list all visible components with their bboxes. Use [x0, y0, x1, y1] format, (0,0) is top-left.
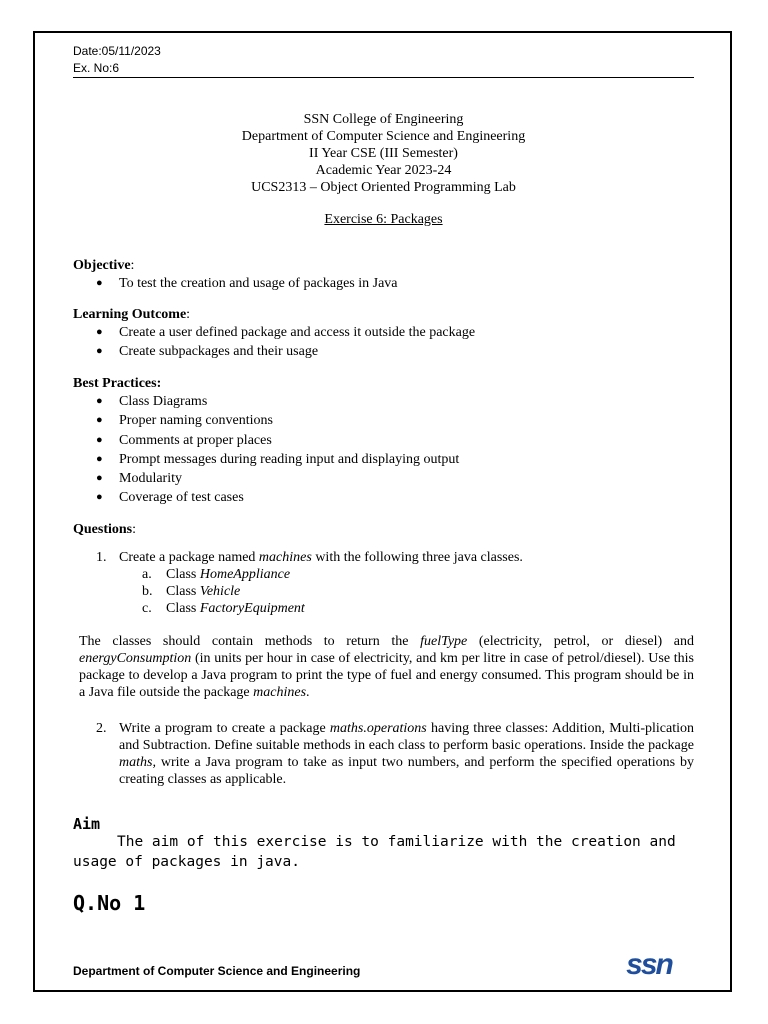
department-name: Department of Computer Science and Engineering: [241, 129, 526, 144]
list-item: ● Coverage of test cases: [96, 488, 459, 507]
list-item: ● Create a user defined package and access it outside the package: [96, 323, 475, 342]
learning-outcome-heading: Learning Outcome:: [73, 307, 191, 322]
question-1-description: The classes should contain methods to return the fuelType (electricity, petrol, or diesel) and energyConsumption (in units per hour in case of electricity, and km per litre in case of petrol/diesel). Use this package to develop a Java program to print the type of fuel and energy consumed. This program should be in a Java file outside the package machines.: [79, 634, 694, 700]
ssn-logo: [617, 949, 681, 979]
list-item: a. Class HomeAppliance: [142, 567, 291, 582]
list-item: ● To test the creation and usage of packages in Java: [96, 274, 398, 293]
questions-heading: Questions:: [73, 522, 137, 537]
aim-heading: Aim: [73, 815, 101, 833]
question-1: 1. Create a package named machines with the following three java classes.: [96, 550, 523, 565]
list-item: c. Class FactoryEquipment: [142, 601, 305, 616]
question-number-heading: Q.No 1: [73, 891, 146, 915]
list-item: ● Prompt messages during reading input and displaying output: [96, 450, 459, 469]
learning-outcome-list: [96, 323, 475, 362]
footer-department: Department of Computer Science and Engineering: [73, 964, 361, 978]
list-item: ● Modularity: [96, 469, 459, 488]
list-item: b. Class Vehicle: [142, 584, 241, 599]
objective-heading: Objective:: [73, 258, 135, 273]
aim-text: The aim of this exercise is to familiarize with the creation and usage of packages in java.: [73, 834, 676, 870]
list-item: ● Comments at proper places: [96, 431, 459, 450]
date-label: Date:05/11/2023: [73, 44, 161, 58]
list-item: ● Class Diagrams: [96, 392, 459, 411]
course-title: UCS2313 – Object Oriented Programming Lab: [251, 180, 516, 195]
doc-header: [73, 43, 161, 77]
question-2: [96, 720, 694, 788]
college-name: SSN College of Engineering: [303, 112, 464, 127]
question-2-text: Write a program to create a package maths.operations having three classes: Addition, Multi-plication and Subtraction. Define suitable methods in each class to perform basic operations. Inside the package maths, write a Java program to take as input two numbers, and perform the specified operations by creating classes as applicable.: [119, 721, 694, 787]
list-item: ● Create subpackages and their usage: [96, 342, 475, 361]
question-1-sublist: [142, 566, 305, 617]
question-number: 1.: [96, 550, 107, 565]
exercise-title: Exercise 6: Packages: [324, 212, 443, 227]
best-practices-heading: Best Practices:: [73, 376, 162, 391]
list-item: ● Proper naming conventions: [96, 411, 459, 430]
academic-year: Academic Year 2023-24: [315, 163, 452, 178]
exercise-number: Ex. No:6: [73, 61, 120, 75]
objective-list: [96, 274, 398, 293]
svg-text:ssn: ssn: [626, 949, 672, 979]
header-rule: [73, 77, 694, 78]
year-semester: II Year CSE (III Semester): [309, 146, 458, 161]
question-number: 2.: [96, 721, 107, 736]
best-practices-list: [96, 392, 459, 508]
title-block: [73, 111, 694, 196]
